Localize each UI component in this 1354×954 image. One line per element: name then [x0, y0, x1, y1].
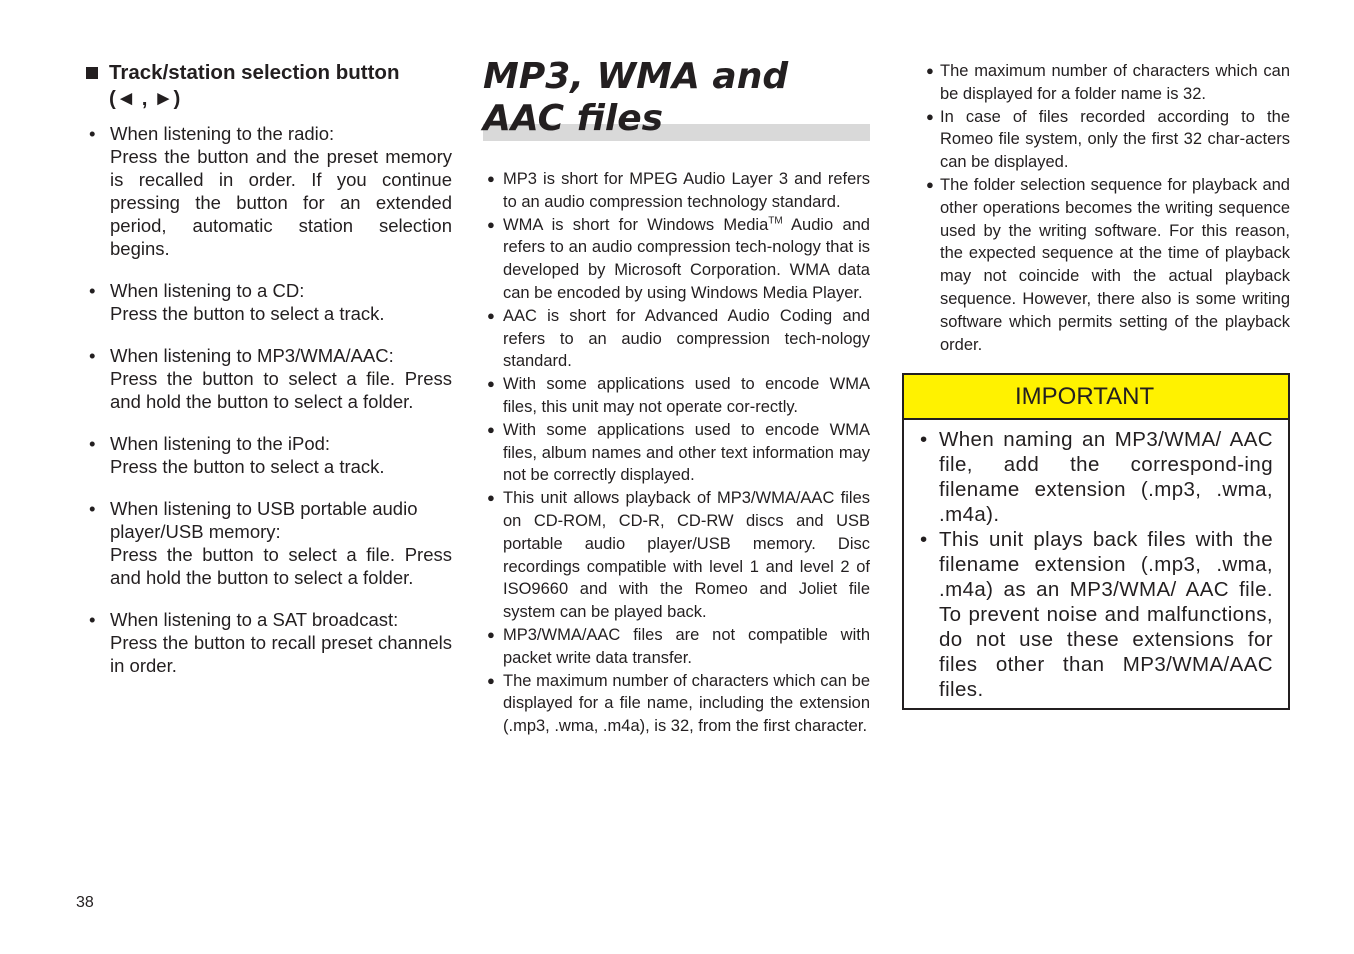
heading-line-1: Track/station selection button: [109, 61, 400, 84]
right-column: [902, 60, 1290, 710]
bullet-icon: ●: [487, 376, 495, 392]
list-item: [86, 344, 452, 413]
item-title: When listening to a CD:: [110, 280, 305, 301]
list-item: ● With some applications used to encode WMA files, album names and other text information may not be correctly displayed.: [487, 420, 870, 485]
list-item: [86, 122, 452, 260]
list-item: ● The maximum number of characters which can be displayed for a folder name is 32.: [926, 62, 1290, 103]
bullet-icon: •: [89, 280, 96, 301]
item-text: Press the button to select a file. Press and hold the button to select a folder.: [110, 368, 452, 412]
bullet-icon: ●: [926, 63, 934, 78]
list-item: ● AAC is short for Advanced Audio Coding and refers to an audio compression tech-nology standard.: [487, 306, 870, 371]
bullet-icon: •: [89, 345, 96, 366]
page-number: 38: [76, 894, 94, 911]
section-heading: [86, 60, 452, 112]
item-title: When listening to the radio:: [110, 123, 335, 144]
bullet-icon: ●: [487, 626, 495, 642]
important-item: • This unit plays back files with the filename extension (.mp3, .wma, .m4a) as an MP3/WMA/ AAC file. To prevent noise and malfunctions, do not use these extensions for files other than MP3/WMA/AAC files.: [920, 528, 1273, 702]
trademark-superscript: TM: [768, 215, 783, 227]
right-bullet-list: [902, 60, 1290, 356]
bullet-icon: ●: [926, 108, 934, 124]
bullet-icon: ●: [487, 307, 495, 323]
important-header: IMPORTANT: [904, 375, 1288, 420]
list-item: ● MP3/WMA/AAC files are not compatible with packet write data transfer.: [487, 625, 870, 667]
list-item: ● This unit allows playback of MP3/WMA/AAC files on CD-ROM, CD-R, CD-RW discs and USB portable audio player/USB memory. Disc recordings compatible with level 1 and level 2 of ISO9660 and with the Romeo and Joliet file system can be played back.: [487, 489, 870, 622]
bullet-icon: ●: [487, 171, 495, 186]
important-box: [902, 373, 1290, 710]
list-item: ● MP3 is short for MPEG Audio Layer 3 and refers to an audio compression technology standard.: [487, 170, 870, 211]
title-line-2: AAC files: [483, 98, 664, 139]
list-item: ● The maximum number of characters which can be displayed for a file name, including the extension (.mp3, .wma, .m4a), is 32, from the first character.: [487, 671, 870, 736]
bullet-icon: •: [920, 428, 928, 452]
middle-bullet-list: [483, 168, 870, 738]
bullet-icon: •: [89, 609, 96, 630]
heading-line-2: (◄ , ►): [109, 87, 181, 110]
list-item: ● The folder selection sequence for playback and other operations becomes the writing sequence used by the writing software. For this reason, the expected sequence at the time of playback may not coincide with the actual playback sequence. However, there also is some writing software which permits setting of the playback order.: [926, 175, 1290, 354]
bullet-icon: ●: [487, 421, 495, 437]
bullet-icon: •: [89, 498, 96, 519]
left-column: [86, 60, 452, 696]
important-body: [904, 420, 1288, 708]
list-item: [86, 497, 452, 589]
list-item: ● With some applications used to encode WMA files, this unit may not operate cor-rectly.: [487, 375, 870, 416]
item-text: Press the button to select a track.: [110, 456, 385, 477]
item-text: Press the button to select a track.: [110, 303, 385, 324]
title-line-1: MP3, WMA and: [483, 56, 789, 97]
bullet-icon: ●: [487, 490, 495, 506]
item-title: When listening to the iPod:: [110, 433, 331, 454]
middle-column: [483, 56, 870, 738]
item-text: Press the button to select a file. Press and hold the button to select a folder.: [110, 544, 452, 588]
list-item: ● WMA is short for Windows Media™ Audio and refers to an audio compression tech-nology that is developed by Microsoft Corporation. WMA data can be encoded by using Windows Media Player.: [487, 215, 870, 302]
bullet-icon: •: [89, 123, 96, 144]
list-item: [86, 432, 452, 478]
left-list: [86, 122, 452, 677]
list-item: [86, 608, 452, 677]
list-item: ● In case of files recorded according to the Romeo file system, only the first 32 char-acters can be displayed.: [926, 107, 1290, 172]
bullet-icon: ●: [926, 176, 934, 192]
item-title: When listening to a SAT broadcast:: [110, 609, 399, 630]
bullet-icon: •: [89, 433, 96, 454]
item-text: Press the button and the preset memory is recalled in order. If you continue pressing the button for an extended period, automatic station selection begins.: [110, 146, 452, 259]
item-title: When listening to MP3/WMA/AAC:: [110, 345, 394, 366]
page-title: [483, 56, 870, 140]
important-item: • When naming an MP3/WMA/ AAC file, add the correspond-ing filename extension (.mp3, .wma, .m4a).: [920, 428, 1273, 527]
bullet-icon: ●: [487, 672, 495, 688]
bullet-icon: ●: [487, 216, 495, 232]
bullet-icon: •: [920, 528, 928, 552]
square-bullet-icon: [86, 67, 98, 79]
item-text: Press the button to recall preset channels in order.: [110, 632, 452, 676]
list-item: [86, 279, 452, 325]
item-title: When listening to USB portable audio player/USB memory:: [110, 498, 418, 542]
